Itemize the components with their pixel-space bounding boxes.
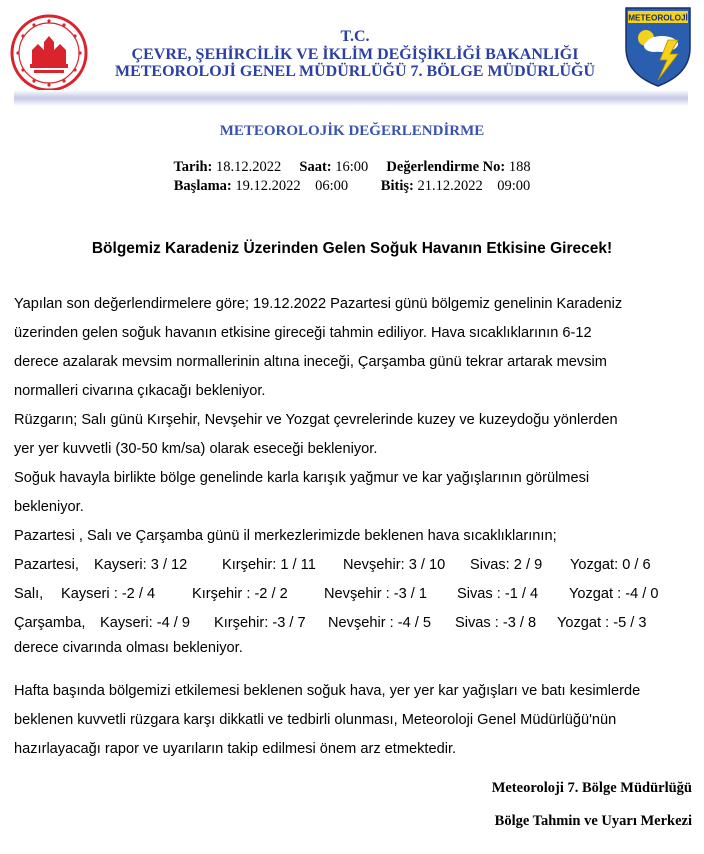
signature-office: Meteoroloji 7. Bölge Müdürlüğü <box>491 780 692 796</box>
closing-text: derece civarında olması bekleniyor. <box>14 640 243 656</box>
meta-line-1 <box>0 159 704 176</box>
sivas-temp: Sivas : -1 / 4 <box>457 586 539 602</box>
closing-line <box>14 634 690 663</box>
time-value: 16:00 <box>335 159 369 175</box>
headline: Bölgemiz Karadeniz Üzerinden Gelen Soğuk Havanın Etkisine Girecek! <box>91 240 613 257</box>
heading-line-2: ÇEVRE, ŞEHİRCİLİK VE İKLİM DEĞİŞİKLİĞİ BAKANLIĞI <box>131 46 579 63</box>
kayseri-temp: Kayseri : -2 / 4 <box>61 586 156 602</box>
kirsehir-temp: Kırşehir: 1 / 11 <box>222 557 316 573</box>
time-label: Saat: <box>299 159 332 175</box>
temperature-row-tuesday <box>14 580 690 609</box>
start-label: Başlama: <box>173 178 232 194</box>
day-label: Pazartesi, <box>14 557 79 573</box>
meta-line-2 <box>0 178 704 195</box>
sivas-temp: Sivas : -3 / 8 <box>455 615 537 631</box>
main-paragraph <box>14 290 690 551</box>
paragraph-line: Hafta başında bölgemizi etkilemesi beklenen soğuk hava, yer yer kar yağışları ve batı kesimlerde <box>14 683 641 699</box>
heading-line-3: METEOROLOJİ GENEL MÜDÜRLÜĞÜ 7. BÖLGE MÜDÜRLÜĞÜ <box>114 63 596 80</box>
paragraph-line: Pazartesi , Salı ve Çarşamba günü il merkezlerimizde beklenen hava sıcaklıklarının; <box>14 528 557 544</box>
day-label: Salı, <box>14 586 44 602</box>
ministry-heading <box>100 28 610 80</box>
nevsehir-temp: Nevşehir : -3 / 1 <box>324 586 428 602</box>
nevsehir-temp: Nevşehir: 3 / 10 <box>343 557 446 573</box>
paragraph-line: hazırlayacağı rapor ve uyarıların takip edilmesi önem arz etmektedir. <box>14 741 457 757</box>
paragraph-line: Soğuk havayla birlikte bölge genelinde karla karışık yağmur ve kar yağışlarının görülmesi <box>14 470 590 486</box>
document-title: METEOROLOJİK DEĞERLENDİRME <box>219 123 485 139</box>
yozgat-temp: Yozgat : -5 / 3 <box>557 615 647 631</box>
kirsehir-temp: Kırşehir: -3 / 7 <box>214 615 306 631</box>
day-label: Çarşamba, <box>14 615 86 631</box>
kayseri-temp: Kayseri: -4 / 9 <box>100 615 191 631</box>
start-value: 19.12.2022 06:00 <box>235 178 349 194</box>
nevsehir-temp: Nevşehir : -4 / 5 <box>328 615 432 631</box>
sivas-temp: Sivas: 2 / 9 <box>470 557 543 573</box>
paragraph-line: Rüzgarın; Salı günü Kırşehir, Nevşehir ve Yozgat çevrelerinde kuzey ve kuzeydoğu yönlerden <box>14 412 618 428</box>
meteorology-shield-logo <box>624 4 692 88</box>
paragraph-line: yer yer kuvvetli (30-50 km/sa) olarak eseceği bekleniyor. <box>14 441 378 457</box>
ministry-seal-icon <box>10 14 88 92</box>
second-paragraph <box>14 677 690 764</box>
signature-center: Bölge Tahmin ve Uyarı Merkezi <box>494 813 692 829</box>
date-value: 18.12.2022 <box>216 159 282 175</box>
paragraph-line: normalleri civarına çıkacağı bekleniyor. <box>14 383 266 399</box>
end-value: 21.12.2022 09:00 <box>417 178 531 194</box>
temperature-row-monday <box>14 551 690 580</box>
kayseri-temp: Kayseri: 3 / 12 <box>94 557 188 573</box>
evaluation-no-value: 188 <box>508 159 531 175</box>
paragraph-line: üzerinden gelen soğuk havanın etkisine gireceği tahmin ediliyor. Hava sıcaklıklarının 6-12 <box>14 325 592 341</box>
header-divider-band <box>14 90 688 106</box>
paragraph-line: Yapılan son değerlendirmelere göre; 19.12.2022 Pazartesi günü bölgemiz genelinin Karadeniz <box>14 296 623 312</box>
yozgat-temp: Yozgat: 0 / 6 <box>570 557 651 573</box>
heading-line-1: T.C. <box>340 28 370 45</box>
paragraph-line: derece azalarak mevsim normallerinin altına ineceği, Çarşamba günü tekrar artarak mevsim <box>14 354 607 370</box>
date-label: Tarih: <box>173 159 213 175</box>
evaluation-no-label: Değerlendirme No: <box>386 159 506 175</box>
yozgat-temp: Yozgat : -4 / 0 <box>569 586 659 602</box>
paragraph-line: bekleniyor. <box>14 499 84 515</box>
paragraph-line: beklenen kuvvetli rüzgara karşı dikkatli ve tedbirli olunması, Meteoroloji Genel Müdürlüğü'nün <box>14 712 617 728</box>
end-label: Bitiş: <box>380 178 414 194</box>
logo-text: METEOROLOJİ <box>628 13 688 23</box>
page-header <box>0 0 704 110</box>
kirsehir-temp: Kırşehir : -2 / 2 <box>192 586 288 602</box>
